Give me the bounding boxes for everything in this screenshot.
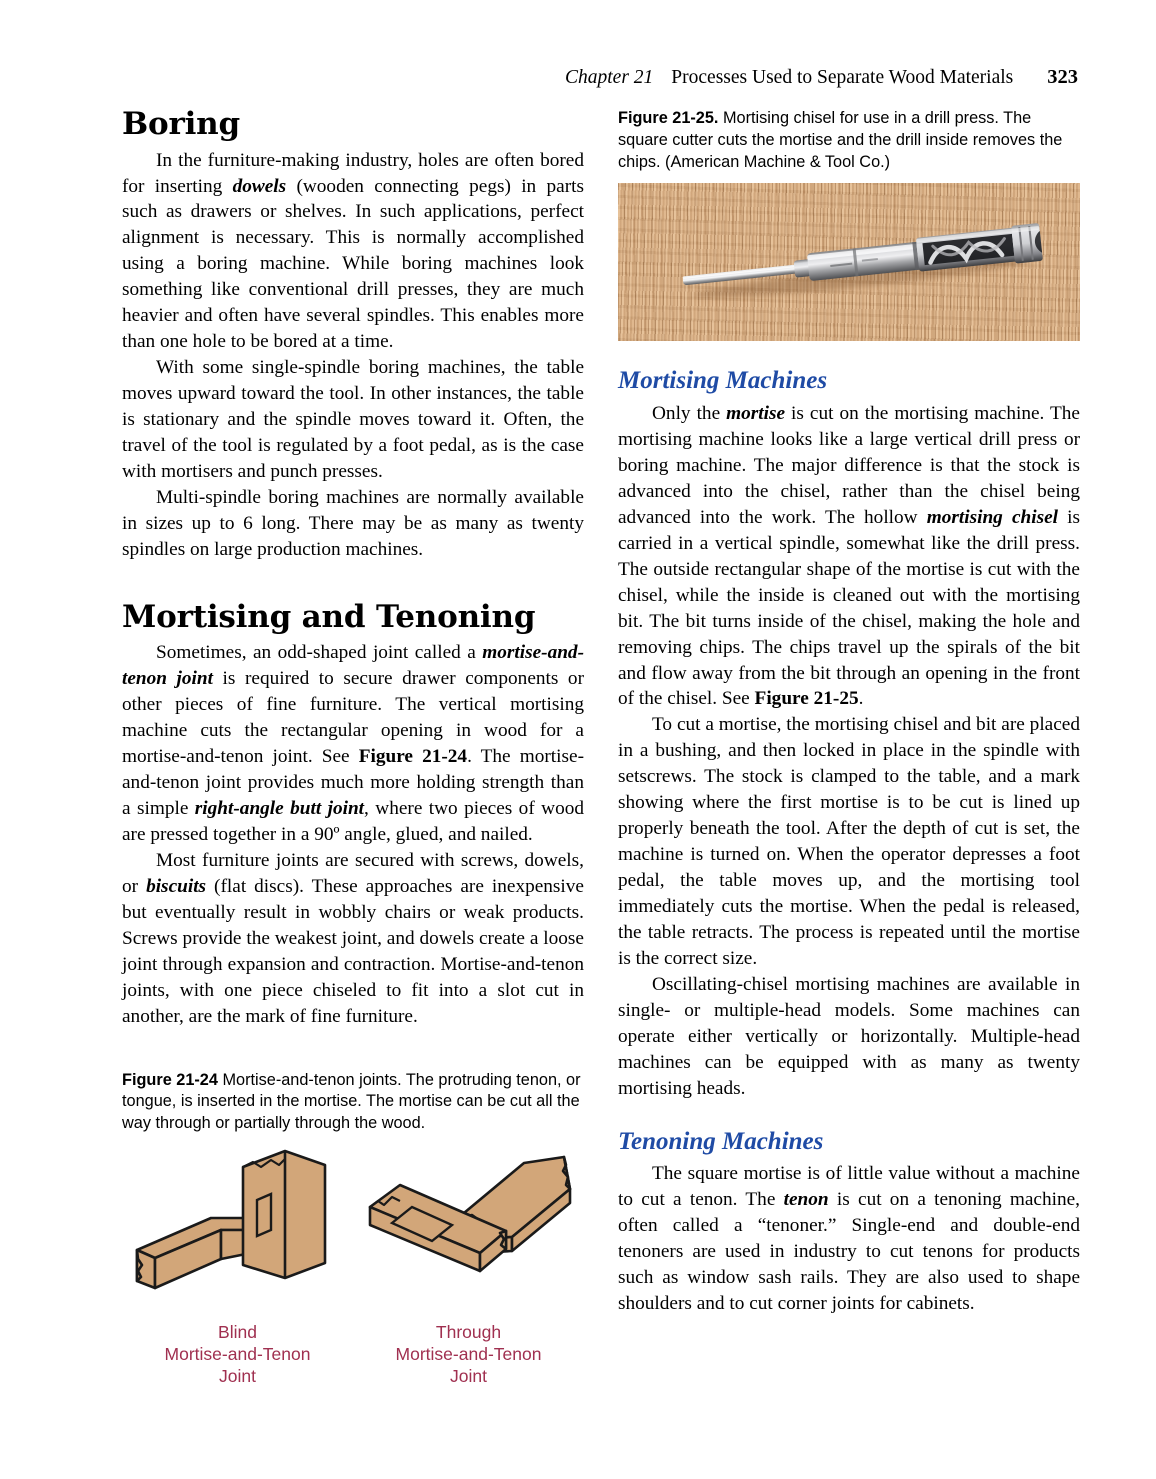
figure-21-24-label: Figure 21-24 <box>122 1070 218 1089</box>
through-joint-label-line2: Mortise-and-Tenon <box>395 1344 542 1364</box>
chisel-tool-drawing <box>618 183 1080 341</box>
heading-mortising-machines: Mortising Machines <box>618 367 828 395</box>
paragraph-mortising-machines-3: Oscillating-chisel mortising machines are available in single- or multiple-head models. Some machines can operate either vertically or horizontally. Multiple-head machines can be equipped with as many as twenty mortising heads. <box>618 973 1080 1099</box>
figure-21-24-caption-text: Mortise-and-tenon joints. The protruding tenon, or tongue, is inserted in the mortise. The mortise can be cut all the way through or partially through the wood. <box>122 1070 581 1133</box>
running-head-chapter: Chapter 21 <box>565 67 654 88</box>
through-joint-label <box>356 1322 582 1388</box>
paragraph-mortising-machines-2: To cut a mortise, the mortising chisel and bit are placed in a bushing, and then locked in place in the spindle with setscrews. The stock is clamped to the table, and a mark showing where the first mortise is to be cut is lined up properly beneath the tool. After the depth of cut is set, the machine is turned on. When the operator depresses a foot pedal, the table moves up, and the mortising tool immediately cuts the mortise. When the pedal is released, the table retracts. The process is repeated until the mortise is the correct size. <box>618 714 1080 969</box>
right-column <box>618 108 1080 1317</box>
figure-21-24-caption <box>122 1070 584 1135</box>
paragraph-boring-1: In the furniture-making industry, holes are often bored for inserting dowels (wooden connecting pegs) in parts such as drawers or shelves. In such applications, perfect alignment is necessary. This is normally accomplished using a boring machine. While boring machines look something like conventional drill presses, they are much heavier and often have several spindles. This enables more than one hole to be bored at a time. <box>122 149 584 353</box>
through-joint-illustration <box>356 1145 582 1313</box>
blind-joint-illustration <box>125 1145 351 1313</box>
paragraph-tenoning-machines-1: The square mortise is of little value without a machine to cut a tenon. The tenon is cut on a tenoning machine, often called a “tenoner.” Single-end and double-end tenoners are used in industry to cut tenons for products such as window sash rails. They are also used to shape shoulders and to cut corner joints for cabinets. <box>618 1163 1080 1314</box>
paragraph-mortising-machines-1: Only the mortise is cut on the mortising machine. The mortising machine looks like a large vertical drill press or boring machine. The major difference is that the stock is advanced into the chisel, rather than the chisel being advanced into the work. The hollow mortising chisel is carried in a vertical spindle, somewhat like the drill press. The outside rectangular shape of the mortise is cut with the chisel, while the inside is cleaned out with the mortising bit. The bit turns inside of the chisel, making the hole and removing chips. The chips travel up the spirals of the bit and flow away from the bit through an opening in the front of the chisel. See Figure 21-25. <box>618 402 1080 710</box>
paragraph-boring-3: Multi-spindle boring machines are normally available in sizes up to 6 long. There may be as many as twenty spindles on large production machines. <box>122 486 584 560</box>
heading-tenoning-machines: Tenoning Machines <box>618 1127 824 1155</box>
figure-21-25-caption <box>618 108 1080 173</box>
page-body <box>122 108 1080 1408</box>
blind-joint-label <box>125 1322 351 1388</box>
running-head <box>565 66 1078 89</box>
diagram-blind-joint <box>125 1145 351 1388</box>
figure-21-24 <box>122 1070 584 1388</box>
blind-joint-label-line2: Mortise-and-Tenon <box>164 1344 311 1364</box>
figure-21-25-caption-text: Mortising chisel for use in a drill press. The square cutter cuts the mortise and the drill inside removes the chips. (American Machine & Tool Co.) <box>618 109 1063 171</box>
joint-diagram-row <box>122 1145 584 1388</box>
mortising-chisel-photo <box>618 183 1080 341</box>
heading-boring: Boring <box>122 106 241 142</box>
heading-mortising-and-tenoning: Mortising and Tenoning <box>122 598 536 635</box>
diagram-through-joint <box>356 1145 582 1388</box>
page-number: 323 <box>1047 66 1078 88</box>
paragraph-boring-2: With some single-spindle boring machines, the table moves upward toward the tool. In other instances, the table is stationary and the spindle moves toward it. Often, the travel of the tool is regulated by a foot pedal, as is the case with mortisers and punch presses. <box>122 357 584 482</box>
blind-joint-label-line3: Joint <box>219 1365 256 1386</box>
blind-joint-label-line1: Blind <box>218 1322 257 1343</box>
running-head-title: Processes Used to Separate Wood Materials <box>671 67 1014 88</box>
through-joint-label-line3: Joint <box>450 1365 487 1386</box>
figure-21-25-label: Figure 21-25. <box>618 109 719 127</box>
figure-21-25 <box>618 108 1080 341</box>
left-column <box>122 108 584 1388</box>
paragraph-mortising-tenoning-2: Most furniture joints are secured with screws, dowels, or biscuits (flat discs). These approaches are inexpensive but eventually result in wobbly chairs or weak products. Screws provide the weakest joint, and dowels create a loose joint through expansion and contraction. Mortise-and-tenon joints, with one piece chiseled to fit into a slot cut in another, are the mark of fine furniture. <box>122 849 584 1027</box>
paragraph-mortising-tenoning-1: Sometimes, an odd-shaped joint called a mortise-and-tenon joint is required to secure drawer components or other pieces of fine furniture. The vertical mortising machine cuts the rectangular opening in wood for a mortise-and-tenon joint. See Figure 21-24. The mortise-and-tenon joint provides much more holding strength than a simple right-angle butt joint, where two pieces of wood are pressed together in a 90º angle, glued, and nailed. <box>122 642 585 846</box>
through-joint-label-line1: Through <box>435 1322 502 1343</box>
